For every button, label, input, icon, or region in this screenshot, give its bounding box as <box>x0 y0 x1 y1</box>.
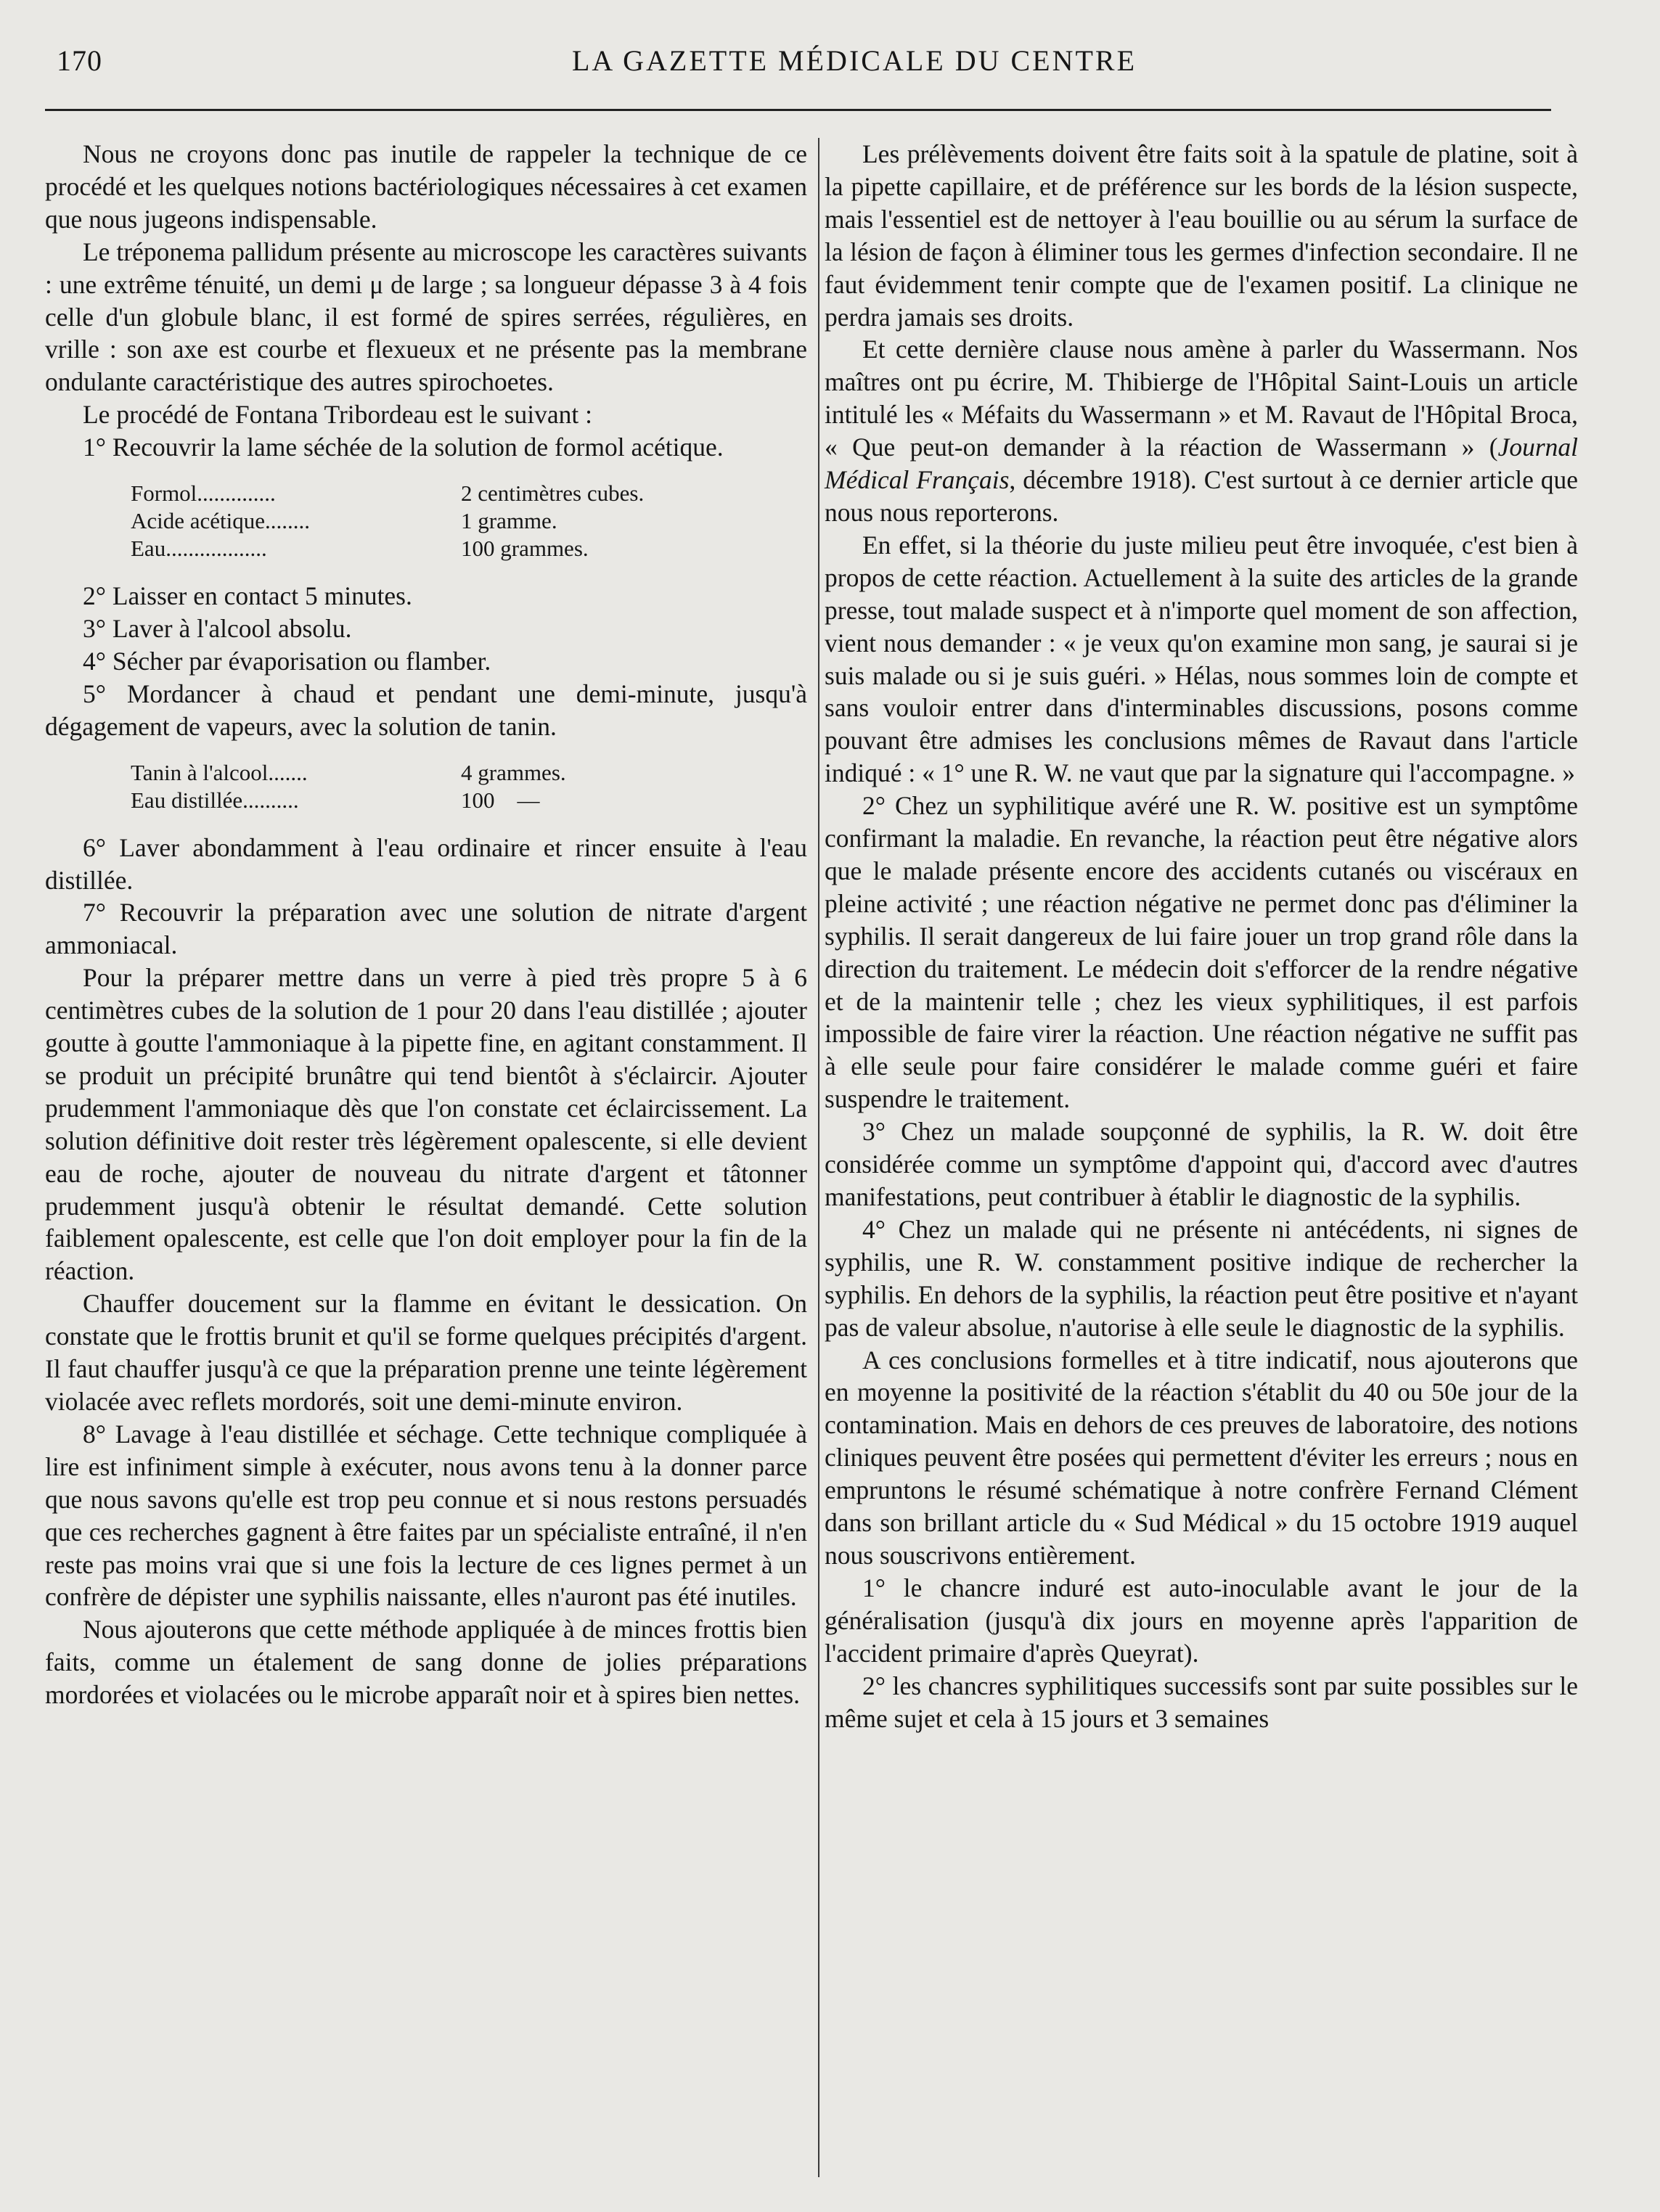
paragraph: Le procédé de Fontana Tribordeau est le suivant : <box>83 400 592 430</box>
right-column <box>825 138 1578 1734</box>
step-8: 8° Lavage à l'eau distillée et séchage. Cette technique compliquée à lire est infiniment simple à exécuter, nous avons tenu à la donner parce que nous savons qu'elle est trop peu connue et si nous restons persuadés que ces recherches gagnent à être faites par un spécialiste entraîné, il n'en reste pas moins vrai que si une fois la lecture de ces lignes permet à un confrère de dépister une syphilis naissante, elles n'auront pas été inutiles. <box>45 1419 807 1612</box>
running-title: LA GAZETTE MÉDICALE DU CENTRE <box>572 44 1137 77</box>
step-1: 1° Recouvrir la lame séchée de la solution de formol acétique. <box>83 433 724 462</box>
formula-ingredient: Formol.............. <box>131 480 276 507</box>
paragraph: En effet, si la théorie du juste milieu peut être invoquée, c'est bien à propos de cette réaction. Actuellement à la suite des articles de la grande presse, tout malade suspect et à n'importe quel moment de son affection, vient nous demander : « je veux qu'on examine mon sang, je saurai si je suis malade ou si je suis guéri. » Hélas, nous sommes loin de compte et sans vouloir entrer dans d'interminables discussions, posons comme pouvant être admises les conclusions mêmes de Ravaut dans l'article indiqué : « 1° une R. W. ne vaut que par la signature qui l'accompagne. » <box>825 530 1578 788</box>
paragraph: Chauffer doucement sur la flamme en évitant le dessication. On constate que le frottis brunit et qu'il se forme quelques précipités d'argent. Il faut chauffer jusqu'à ce que la préparation prenne une teinte légèrement violacée avec reflets mordorés, soit une demi-minute environ. <box>45 1289 807 1416</box>
column-divider <box>818 138 819 2177</box>
step-6: 6° Laver abondamment à l'eau ordinaire et rincer ensuite à l'eau distillée. <box>45 832 807 895</box>
conclusion-4: 4° Chez un malade qui ne présente ni antécédents, ni signes de syphilis, une R. W. constamment positive indique de rechercher la syphilis. En dehors de la syphilis, la réaction peut être positive et n'ayant pas de valeur absolue, n'autorise à elle seule le diagnostic de la syphilis. <box>825 1214 1578 1342</box>
formula-quantity: 100 — <box>461 787 540 813</box>
paragraph: Le tréponema pallidum présente au microscope les caractères suivants : une extrême ténuité, un demi μ de large ; sa longueur dépasse 3 à 4 fois celle d'un globule blanc, il est formé de spires serrées, régulières, en vrille : son axe est courbe et flexueux et ne présente pas la membrane ondulante caractéristique des autres spirochoetes. <box>45 237 807 397</box>
paragraph: Les prélèvements doivent être faits soit à la spatule de platine, soit à la pipette capillaire, et de préférence sur les bords de la lésion suspecte, mais l'essentiel est de nettoyer à l'eau bouillie ou au sérum la surface de la lésion de façon à éliminer tous les germes d'infection secondaire. Il ne faut évidemment tenir compte que de l'examen positif. La clinique ne perdra jamais ses droits. <box>825 139 1578 332</box>
text-run: , décembre 1918). C'est surtout à ce dernier article que nous nous reporterons. <box>825 465 1579 527</box>
page-number: 170 <box>57 44 102 77</box>
header-rule <box>45 109 1551 111</box>
text-run: Et cette dernière clause nous amène à parler du Wassermann. Nos maîtres ont pu écrire, M. Thibierge de l'Hôpital Saint-Louis un article intitulé les « Méfaits du Wassermann » et M. Ravaut de l'Hôpital Broca, « Que peut-on demander à la réaction de Wassermann » ( <box>825 335 1578 462</box>
step-4: 4° Sécher par évaporisation ou flamber. <box>83 646 491 676</box>
formula-table-1 <box>131 480 807 562</box>
left-column <box>45 138 807 1711</box>
conclusion-3: 3° Chez un malade soupçonné de syphilis, la R. W. doit être considérée comme un symptôme d'appoint qui, d'accord avec d'autres manifestations, peut contribuer à établir le diagnostic de la syphilis. <box>825 1117 1578 1211</box>
page-header <box>49 38 1617 81</box>
formula-ingredient: Eau.................. <box>131 536 267 562</box>
step-5: 5° Mordancer à chaud et pendant une demi-minute, jusqu'à dégagement de vapeurs, avec la solution de tanin. <box>45 679 807 741</box>
paragraph: Nous ajouterons que cette méthode appliquée à de minces frottis bien faits, comme un étalement de sang donne de jolies préparations mordorées et violacées ou le microbe apparaît noir et à spires bien nettes. <box>45 1615 807 1710</box>
formula-ingredient: Acide acétique........ <box>131 508 311 534</box>
step-2: 2° Laisser en contact 5 minutes. <box>83 581 412 611</box>
formula-ingredient: Tanin à l'alcool....... <box>131 759 308 785</box>
formula-ingredient: Eau distillée.......... <box>131 787 299 813</box>
formula-quantity: 100 grammes. <box>461 536 589 562</box>
step-7: 7° Recouvrir la préparation avec une solution de nitrate d'argent ammoniacal. <box>45 898 807 960</box>
formula-quantity: 2 centimètres cubes. <box>461 480 645 507</box>
clinical-note-2: 2° les chancres syphilitiques successifs sont par suite possibles sur le même sujet et cela à 15 jours et 3 semaines <box>825 1671 1578 1733</box>
journal-title: Journal Médical Français <box>825 433 1578 495</box>
step-3: 3° Laver à l'alcool absolu. <box>83 613 352 643</box>
conclusion-2: 2° Chez un syphilitique avéré une R. W. positive est un symptôme confirmant la maladie. En revanche, la réaction peut être négative alors que le malade présente encore des accidents cutanés ou viscéraux en pleine activité ; une réaction négative ne permet donc pas d'éliminer la syphilis. Il serait dangereux de lui faire jouer un trop grand rôle dans la direction du traitement. Le médecin doit s'efforcer de la rendre négative et de la maintenir telle ; chez les vieux syphilitiques, il est parfois impossible de faire virer la réaction. Une réaction négative ne suffit pas à elle seule pour faire considérer le malade comme guéri et faire suspendre le traitement. <box>825 791 1578 1114</box>
formula-quantity: 4 grammes. <box>461 759 566 785</box>
formula-table-2 <box>131 759 807 814</box>
formula-quantity: 1 gramme. <box>461 508 557 534</box>
clinical-note-1: 1° le chancre induré est auto-inoculable avant le jour de la généralisation (jusqu'à dix jours en moyenne après l'apparition de l'accident primaire d'après Queyrat). <box>825 1573 1578 1668</box>
paragraph: Nous ne croyons donc pas inutile de rappeler la technique de ce procédé et les quelques notions bactériologiques nécessaires à cet examen que nous jugeons indispensable. <box>45 139 807 234</box>
paragraph: Pour la préparer mettre dans un verre à pied très propre 5 à 6 centimètres cubes de la solution de 1 pour 20 dans l'eau distillée ; ajouter goutte à goutte l'ammoniaque à la pipette fine, en agitant constamment. Il se produit un précipité brunâtre qui tend bientôt à s'éclaircir. Ajouter prudemment l'ammoniaque dès que l'on constate cet éclaircissement. La solution définitive doit rester très légèrement opalescente, si elle devient eau de roche, ajouter de nouveau du nitrate d'argent et tâtonner prudemment jusqu'à obtenir le résultat demandé. Cette solution faiblement opalescente, est celle que l'on doit employer pour la fin de la réaction. <box>45 963 807 1286</box>
paragraph <box>825 333 1578 528</box>
paragraph: A ces conclusions formelles et à titre indicatif, nous ajouterons que en moyenne la positivité de la réaction s'établit du 40 ou 50e jour de la contamination. Mais en dehors de ces preuves de laboratoire, des notions cliniques peuvent être posées qui permettent d'éviter les erreurs ; nous en empruntons le résumé schématique à notre confrère Fernand Clément dans son brillant article du « Sud Médical » du 15 octobre 1919 auquel nous souscrivons entièrement. <box>825 1345 1578 1570</box>
